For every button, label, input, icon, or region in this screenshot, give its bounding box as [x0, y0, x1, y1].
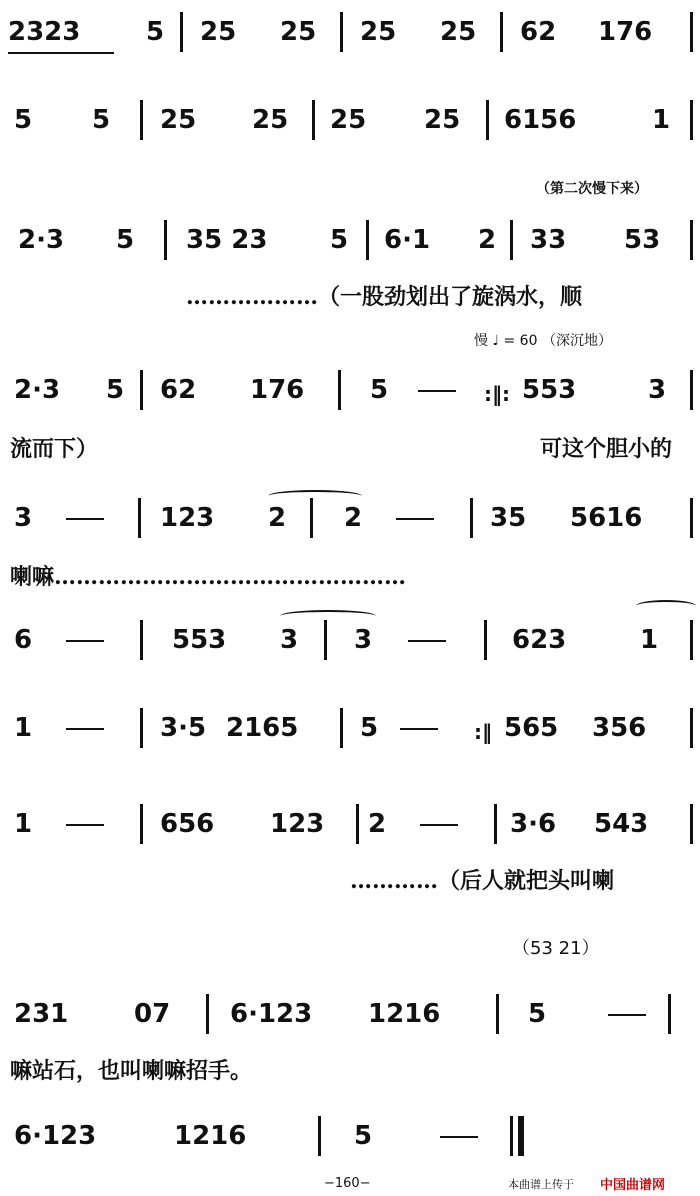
note-group: 2·3	[14, 375, 61, 405]
barline	[690, 708, 693, 748]
note-group: 6·123	[14, 1121, 97, 1151]
note-group: 25	[160, 105, 197, 135]
page-number: −160−	[324, 1176, 371, 1191]
barline	[690, 498, 693, 538]
barline	[324, 620, 327, 660]
note-group: 5616	[570, 503, 643, 533]
barline	[500, 12, 503, 52]
note-group: 176	[598, 17, 653, 47]
note-group: 25	[330, 105, 367, 135]
note-group: 25	[440, 17, 477, 47]
note-group: 33	[530, 225, 567, 255]
barline	[690, 12, 693, 52]
score-line-2	[0, 100, 700, 140]
note-group: 3	[280, 625, 299, 655]
note-group: 53	[624, 225, 661, 255]
note-group: 2	[344, 503, 363, 533]
note-group: 2	[268, 503, 287, 533]
sustain-dash	[440, 1136, 478, 1138]
note-group: 6·1	[384, 225, 431, 255]
barline	[338, 370, 341, 410]
note-group: 1	[14, 713, 33, 743]
note-group: 553	[172, 625, 227, 655]
note-group: 25	[252, 105, 289, 135]
lyric-line: 嘛站石，也叫喇嘛招手。	[10, 1058, 253, 1084]
barline	[140, 370, 143, 410]
note-group: 6	[14, 625, 33, 655]
final-barline-thick	[518, 1116, 524, 1156]
lyric-line: ………………（一股劲划出了旋涡水，顺	[186, 284, 583, 310]
note-group: 5	[92, 105, 111, 135]
note-group: 6·123	[230, 999, 313, 1029]
barline	[690, 100, 693, 140]
barline	[690, 804, 693, 844]
barline	[140, 708, 143, 748]
barline	[668, 994, 671, 1034]
score-line-9	[0, 994, 700, 1034]
note-group: 07	[134, 999, 171, 1029]
score-line-6	[0, 620, 700, 660]
note-group: 5	[14, 105, 33, 135]
upload-note: 本曲谱上传于	[508, 1178, 574, 1191]
note-group: 5	[330, 225, 349, 255]
note-group: 3·5	[160, 713, 207, 743]
note-group: 62	[520, 17, 557, 47]
repeat-sign: :‖:	[484, 382, 510, 406]
sustain-dash	[66, 640, 104, 642]
score-line-5	[0, 498, 700, 538]
sustain-dash	[608, 1014, 646, 1016]
barline	[484, 620, 487, 660]
note-group: 3·6	[510, 809, 557, 839]
barline	[312, 100, 315, 140]
note-group: 1216	[174, 1121, 247, 1151]
lyric-line: 喇嘛…………………………………………	[10, 564, 407, 590]
note-group: 656	[160, 809, 215, 839]
barline	[180, 12, 183, 52]
barline	[496, 994, 499, 1034]
score-line-4	[0, 370, 700, 410]
score-line-8	[0, 804, 700, 844]
lyric-line: 流而下）	[10, 436, 99, 462]
note-group: 623	[512, 625, 567, 655]
barline	[318, 1116, 321, 1156]
fermata-note: 5	[354, 1121, 373, 1151]
barline	[356, 804, 359, 844]
note-group: 123	[270, 809, 325, 839]
note-group: 176	[250, 375, 305, 405]
note-group: 565	[504, 713, 559, 743]
tie-arc	[636, 600, 696, 612]
beam	[8, 52, 114, 54]
grace-notes: （53 21）	[512, 938, 600, 959]
barline	[494, 804, 497, 844]
note-group: 2165	[226, 713, 299, 743]
barline	[340, 12, 343, 52]
score-line-1	[0, 12, 700, 52]
note-group: 5	[146, 17, 165, 47]
note-group: 25	[360, 17, 397, 47]
note-group: 25	[280, 17, 317, 47]
barline	[690, 620, 693, 660]
note-group: 1	[14, 809, 33, 839]
barline	[510, 220, 513, 260]
note-group: 35	[490, 503, 527, 533]
note-group: 543	[594, 809, 649, 839]
note-group: 3	[648, 375, 667, 405]
note-group: 553	[522, 375, 577, 405]
barline	[140, 804, 143, 844]
sustain-dash	[66, 518, 104, 520]
note-group: 5	[528, 999, 547, 1029]
score-line-7	[0, 708, 700, 748]
lyric-line: 可这个胆小的	[540, 436, 673, 462]
note-group: 356	[592, 713, 647, 743]
note-group: 2·3	[18, 225, 65, 255]
note-group: 3	[354, 625, 373, 655]
barline	[486, 100, 489, 140]
score-line-3	[0, 220, 700, 260]
note-group: 2	[478, 225, 497, 255]
barline	[138, 498, 141, 538]
tempo-marking: 慢 ♩ = 60 （深沉地）	[474, 333, 612, 349]
sustain-dash	[418, 390, 456, 392]
note-group: 5	[360, 713, 379, 743]
barline	[206, 994, 209, 1034]
note-group: 25	[424, 105, 461, 135]
note-group: 3	[14, 503, 33, 533]
note-group: 231	[14, 999, 69, 1029]
barline	[310, 498, 313, 538]
sustain-dash	[396, 518, 434, 520]
sustain-dash	[66, 728, 104, 730]
tie-arc	[280, 610, 376, 622]
score-line-10	[0, 1116, 700, 1156]
site-logo: 中国曲谱网	[600, 1178, 666, 1193]
fermata-note: 5	[370, 375, 389, 405]
note-group: 5	[106, 375, 125, 405]
final-barline	[510, 1116, 513, 1156]
barline	[140, 620, 143, 660]
barline	[690, 220, 693, 260]
barline	[340, 708, 343, 748]
note-group: 1	[652, 105, 671, 135]
note-group: 123	[160, 503, 215, 533]
sustain-dash	[400, 728, 438, 730]
sustain-dash	[66, 824, 104, 826]
performance-note: （第二次慢下来）	[536, 181, 648, 197]
note-group: 25	[200, 17, 237, 47]
note-group: 1216	[368, 999, 441, 1029]
barline	[366, 220, 369, 260]
barline	[164, 220, 167, 260]
lyric-line: …………（后人就把头叫喇	[350, 868, 615, 894]
barline	[470, 498, 473, 538]
sustain-dash	[408, 640, 446, 642]
note-group: 2	[368, 809, 387, 839]
note-group: 5	[116, 225, 135, 255]
barline	[140, 100, 143, 140]
repeat-sign: :‖	[474, 720, 492, 744]
note-group: 35 23	[186, 225, 268, 255]
barline	[690, 370, 693, 410]
note-group: 1	[640, 625, 659, 655]
tie-arc	[268, 490, 362, 502]
sustain-dash	[420, 824, 458, 826]
note-group: 62	[160, 375, 197, 405]
note-group: 2323	[8, 17, 81, 47]
note-group: 6156	[504, 105, 577, 135]
